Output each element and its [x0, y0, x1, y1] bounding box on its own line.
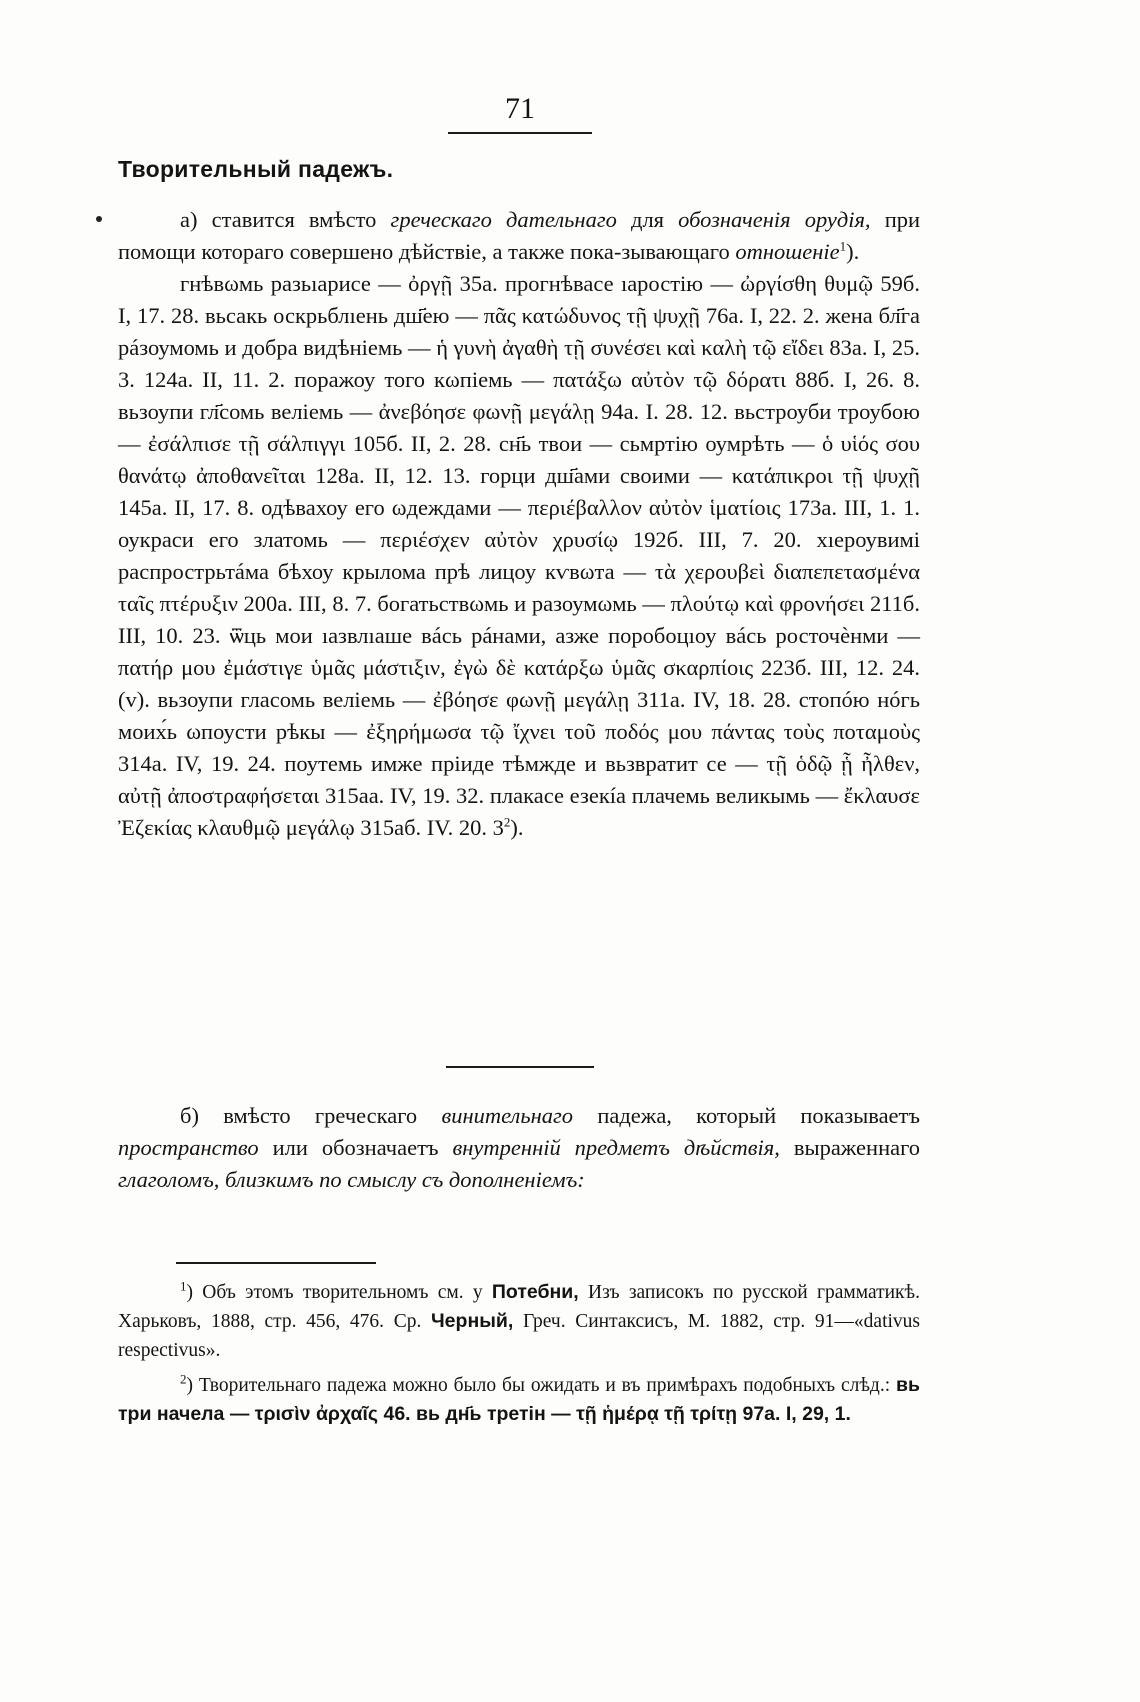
footnote-2-example: вь три начела — τρισὶν ἀρχαῖς 46. вь дн҃ь третін — τῇ ἡμέρᾳ τῇ τρίτῃ 97а. I, 29, 1. [118, 1374, 920, 1425]
section-a-em-2: обозначенія орудія, [678, 207, 871, 232]
section-b-em-3: внутренній предметъ дѣйствія, [452, 1135, 780, 1160]
footnote-1-text-3: Греч. Синтаксисъ, М. 1882, стр. 91—«dativus respectivus». [118, 1311, 921, 1361]
section-b-em-4: глаголомъ, близкимъ по смыслу съ дополненіемъ: [118, 1167, 585, 1192]
section-a-text-4: ). [846, 239, 860, 264]
section-a-examples [118, 268, 920, 844]
section-a-label: а) ставится вмѣсто [180, 207, 377, 232]
section-b-text-1: б) вмѣсто греческаго [180, 1103, 418, 1128]
footnote-1-marker: 1 [180, 1278, 187, 1294]
section-b-em-2: пространство [118, 1135, 259, 1160]
section-a-text-3: при помощи котораго совершено дѣйствіе, а также пока-зывающаго [118, 207, 921, 264]
section-b-em-1: винительнаго [441, 1103, 574, 1128]
footnote-1-author-1: Потебни, [491, 1281, 579, 1303]
footnote-1 [118, 1278, 920, 1365]
section-b-text-4: выраженнаго [793, 1135, 921, 1160]
section-a-intro [118, 204, 920, 268]
section-a-em-3: отношеніе [735, 239, 840, 264]
footnote-2-text-1: ) Творительнаго падежа можно было бы ожидать и въ примѣрахъ подобныхъ слѣд.: [186, 1375, 891, 1396]
section-a-paragraph [118, 204, 920, 844]
footnotes [118, 1278, 920, 1435]
page-number-rule [448, 132, 592, 134]
section-b-text-2: падежа, который показываетъ [597, 1103, 921, 1128]
footnote-divider [176, 1262, 376, 1264]
section-heading: Творительный падежъ. [118, 156, 394, 182]
footnote-1-text-2: Изъ записокъ по русской грамматикѣ. Харьковъ, 1888, стр. 456, 476. Ср. [118, 1282, 920, 1332]
examples-end: ). [510, 815, 524, 840]
footnote-1-text-1: ) Объ этомъ творительномъ см. у [186, 1282, 483, 1303]
footnote-ref-1: 1 [839, 238, 847, 254]
footnote-1-author-2: Черный, [430, 1310, 514, 1332]
footnote-2-marker: 2 [180, 1371, 187, 1387]
section-a-text-2: для [631, 207, 665, 232]
page-number: 71 [505, 92, 535, 125]
examples-text: гнѣвωмь разьıарисе — ὀργῇ 35а. прогнѣвасе ıаростію — ὠργίσθη θυμῷ 59б. I, 17. 28. вьсакь оскрьблıень дш҃ею — πᾶς κατώδυνος τῇ ψυχῇ 76а. I, 22. 2. жена бл҃га рáзоумомь и добра видѣніемь — ἡ γυνὴ ἀγαθὴ τῇ συνέσει καὶ καλὴ τῷ εἴδει 83а. I, 25. 3. 124а. II, 11. 2. поражоу того кωпіемь — πατάξω αὐτὸν τῷ δόρατι 88б. I, 26. 8. вьзоупи гл҃сомь веліемь — ἀνεβόησε φωνῇ μεγάλῃ 94а. I. 28. 12. вьстроуби троубою — ἐσάλπισε τῇ σάλπιγγι 105б. II, 2. 28. сн҃ь твои — сьмртію оумрѣть — ὁ υἱός σου θανάτῳ ἀποθανεῖται 128а. II, 12. 13. горци дш҃ами своими — κατάπικροι τῇ ψυχῇ 145а. II, 17. 8. одѣвахоу его ωдеждами — περιέβαλλον αὐτὸν ἱματίοις 173а. III, 1. 1. оукраси его златомь — περιέσχεν αὐτὸν χρυσίῳ 192б. III, 7. 20. хıероувимі распрострьтáма бѣхоу крылома прѣ лицоу кѵвωта — τὰ χερουβεὶ διαπεπετασμένα ταῖς πτέρυξιν 200а. III, 8. 7. богатьствωмь и разоумωмь — πλούτῳ καὶ φρονήσει 211б. III, 10. 23. ѿць мои ıазвлıаше вáсь рáнами, азже поробоцıоу вáсь росточѐнми — πατήρ μου ἐμάστιγε ὑμᾶς μάστιξιν, ἐγὼ δὲ κατάρξω ὑμᾶς σκαρπίοις 223б. III, 12. 24. (v). вьзоупи гласомь веліемь — ἐβόησε φωνῇ μεγάλῃ 311а. IV, 18. 28. стопóю нóгь моих́ь ωпоусти рѣкы — ἐξηρήμωσα τῷ ἴχνει τοῦ ποδός μου πάντας τοὺς ποταμοὺς 314а. IV, 19. 24. поутемь имже пріиде тѣмжде и вьзвратит се — τῇ ὁδῷ ᾗ ἦλθεν, αὐτῇ ἀποστραφήσεται 315аа. IV, 19. 32. плакасе езекíа плачемь великымь — ἔκλαυσε Ἐζεκίας κλαυθμῷ μεγάλῳ 315аб. IV. 20. 3 [118, 271, 920, 840]
section-a-em-1: греческаго дательнаго [390, 207, 617, 232]
section-divider [446, 1066, 594, 1068]
footnote-2 [118, 1371, 920, 1429]
section-b-paragraph [118, 1100, 920, 1196]
footnote-ref-2: 2 [503, 814, 511, 830]
ink-speck [96, 216, 102, 222]
section-b-text-3: или обозначаетъ [272, 1135, 439, 1160]
